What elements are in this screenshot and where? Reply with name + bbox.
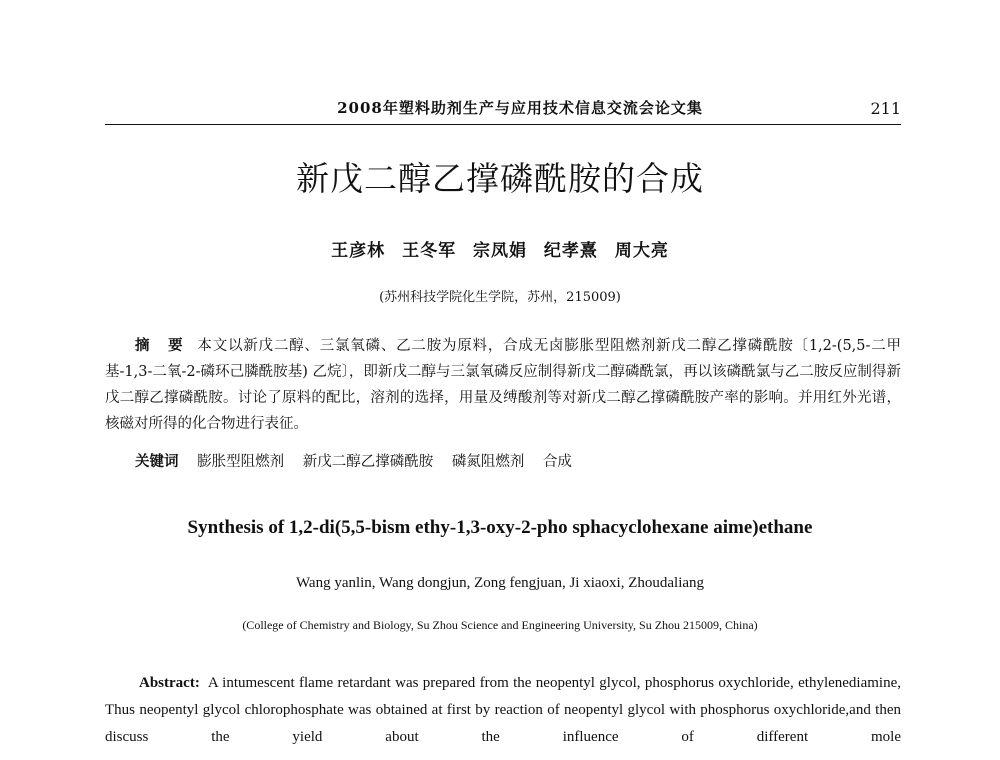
keyword: 膨胀型阻燃剂 (197, 454, 285, 470)
keyword: 合成 (542, 454, 572, 470)
chinese-keywords (135, 450, 586, 471)
english-abstract (105, 670, 901, 751)
keyword: 磷氮阻燃剂 (451, 454, 525, 470)
english-title: Synthesis of 1,2-di(5,5-bism ethy-1,3-oxy-2-pho sphacyclohexane aime)ethane (187, 517, 813, 538)
chinese-affiliation: (苏州科技学院化生学院，苏州，215009) (379, 290, 621, 305)
chinese-keywords-label: 关键词 (135, 453, 179, 470)
chinese-title: 新戊二醇乙撑磷酰胺的合成 (296, 159, 704, 198)
english-abstract-text: A intumescent flame retardant was prepared from the neopentyl glycol, phosphorus oxychloride, ethylenediamine, Thus neopentyl glycol chlorophosphate was obtained at first by reaction of neopentyl glycol with phosphorus oxychloride,and then discuss the yield about the influence of different mole (105, 675, 901, 745)
header-rule (105, 124, 901, 125)
page-number: 211 (870, 99, 901, 118)
chinese-abstract-text: 本文以新戊二醇、三氯氧磷、乙二胺为原料，合成无卤膨胀型阻燃剂新戊二醇乙撑磷酰胺〔1,2-(5,5-二甲基-1,3-二氧-2-磷环己膦酰胺基) 乙烷〕，即新戊二醇与三氯氧磷反应制得新戊二醇磷酰氯，再以该磷酰氯与乙二胺反应制得新戊二醇乙撑磷酰胺。讨论了原料的配比，溶剂的选择，用量及缚酸剂等对新戊二醇乙撑磷酰胺产率的影响。并用红外光谱，核磁对所得的化合物进行表征。 (105, 338, 901, 432)
english-affiliation: (College of Chemistry and Biology, Su Zhou Science and Engineering University, Su Zhou 215009, China) (242, 618, 758, 632)
chinese-abstract (105, 333, 901, 437)
chinese-authors: 王彦林 王冬军 宗凤娟 纪孝熹 周大亮 (331, 241, 669, 261)
english-authors: Wang yanlin, Wang dongjun, Zong fengjuan, Ji xiaoxi, Zhoudaliang (295, 575, 705, 591)
keyword: 新戊二醇乙撑磷酰胺 (302, 454, 434, 470)
chinese-abstract-label: 摘 要 (135, 337, 190, 354)
header-title: 2008年塑料助剂生产与应用技术信息交流会论文集 (337, 99, 703, 117)
running-header (105, 97, 901, 119)
english-abstract-label: Abstract: (139, 675, 200, 691)
